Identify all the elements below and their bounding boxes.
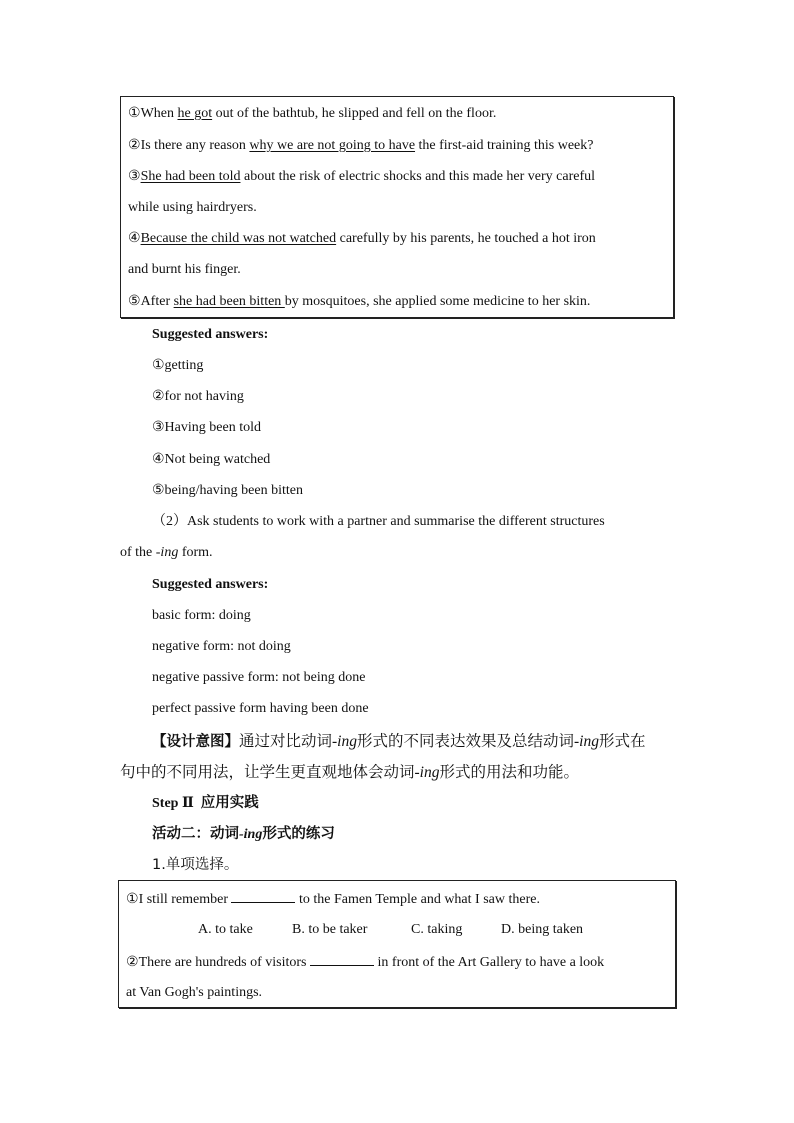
underlined-clause: he got [177,106,213,121]
answer-item: ①getting [152,358,204,373]
option-c: C. taking [411,922,463,937]
example-sentence-3-continued: while using hairdryers. [128,200,257,215]
activity-heading: 活动二：动词-ing形式的练习 [152,826,335,842]
answer-item: perfect passive form having been done [152,701,369,716]
question-2-continued: at Van Gogh's paintings. [126,985,263,1000]
answer-item: ⑤being/having been bitten [152,483,303,498]
answer-blank [231,888,295,903]
suggested-answers-heading: Suggested answers: [152,327,269,342]
suggested-answers-heading: Suggested answers: [152,577,269,592]
answer-item: basic form: doing [152,608,251,623]
example-sentence-2: ②Is there any reason why we are not going to have the first-aid training this week? [128,138,594,153]
answer-blank [310,951,374,966]
example-sentence-5: ⑤After she had been bitten by mosquitoes, she applied some medicine to her skin. [128,294,591,309]
answer-item: ②for not having [152,389,244,404]
example-sentence-4: ④Because the child was not watched carefully by his parents, he touched a hot iron [128,231,596,246]
question-1: ①I still remember to the Famen Temple and what I saw there. [126,888,540,910]
example-sentence-4-continued: and burnt his finger. [128,262,241,277]
design-intent-line-2: 句中的不同用法，让学生更直观地体会动词-ing形式的用法和功能。 [120,763,579,781]
underlined-clause: why we are not going to have [249,138,416,153]
answer-item: negative passive form: not being done [152,670,366,685]
task-2-line-2: of the -ing form. [120,545,213,560]
section-title: 1.单项选择。 [152,857,239,873]
underlined-clause: she had been bitten [173,294,285,309]
option-d: D. being taken [501,922,584,937]
design-intent-line-1: 【设计意图】通过对比动词-ing形式的不同表达效果及总结动词-ing形式在 [152,732,646,750]
question-2: ②There are hundreds of visitors in front of the Art Gallery to have a look [126,951,604,973]
step-heading: Step Ⅱ 应用实践 [152,795,259,811]
underlined-clause: Because the child was not watched [140,231,337,246]
example-sentence-3: ③She had been told about the risk of electric shocks and this made her very careful [128,169,596,184]
answer-item: ③Having been told [152,420,261,435]
example-sentence-1: ①When he got out of the bathtub, he slipped and fell on the floor. [128,106,497,121]
underlined-clause: She had been told [140,169,241,184]
task-2-line-1: （2）Ask students to work with a partner and summarise the different structures [152,514,605,529]
answer-item: negative form: not doing [152,639,291,654]
answer-item: ④Not being watched [152,452,271,467]
option-b: B. to be taker [292,922,368,937]
option-a: A. to take [198,922,253,937]
